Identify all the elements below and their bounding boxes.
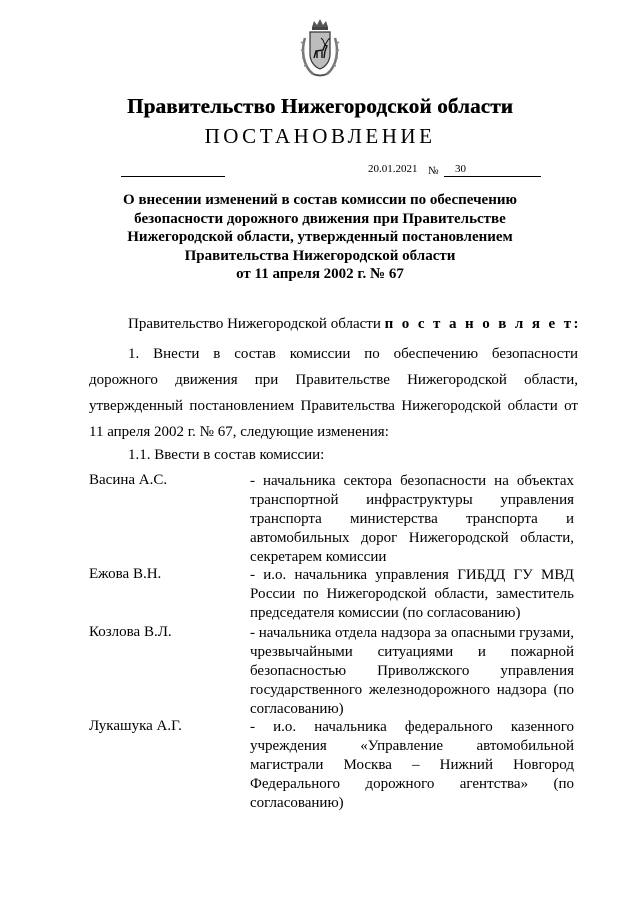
preamble xyxy=(128,316,581,333)
member-name: Козлова В.Л. xyxy=(89,624,172,640)
member-name: Лукашука А.Г. xyxy=(89,718,182,734)
organization-name: Правительство Нижегородской области xyxy=(127,94,513,118)
document-number: 30 xyxy=(455,163,466,175)
member-description: - начальника отдела надзора за опасными грузами, чрезвычайными ситуациями и пожарной безопасностью Приволжского управления государственного железнодорожного надзора (по согласованию) xyxy=(250,625,574,717)
paragraph-1: 1. Внести в состав комиссии по обеспечению безопасности дорожного движения при Правительстве Нижегородской области, утвержденный постановлением Правительства Нижегородской области от 11 апреля 2002 г. № 67, следующие изменения: xyxy=(89,346,578,440)
number-label: № xyxy=(428,165,439,177)
subparagraph-1-1: 1.1. Ввести в состав комиссии: xyxy=(128,447,325,463)
title-line: Нижегородской области, утвержденный постановлением xyxy=(127,229,513,245)
member-description: - начальника сектора безопасности на объектах транспортной инфраструктуры управления транспорта министерства транспорта и автомобильных дорог Нижегородской области, секретарем комиссии xyxy=(250,473,574,565)
title-line: Правительства Нижегородской области xyxy=(184,247,456,264)
member-name: Васина А.С. xyxy=(89,472,168,488)
date-underline-left xyxy=(121,176,225,177)
title-line: от 11 апреля 2002 г. № 67 xyxy=(236,266,404,282)
document-date: 20.01.2021 xyxy=(368,163,418,175)
member-name: Ежова В.Н. xyxy=(89,566,162,582)
coat-of-arms-icon xyxy=(299,18,341,78)
title-line: безопасности дорожного движения при Правительстве xyxy=(134,210,506,227)
document-title xyxy=(100,191,540,284)
member-description: - и.о. начальника федерального казенного учреждения «Управление автомобильной магистрали Москва – Нижний Новгород Федерального дорожного агентства» (по согласованию) xyxy=(250,719,574,811)
member-description: - и.о. начальника управления ГИБДД ГУ МВД России по Нижегородской области, заместитель председателя комиссии (по согласованию) xyxy=(250,567,574,621)
number-underline xyxy=(444,176,541,177)
preamble-emphasis: п о с т а н о в л я е т: xyxy=(384,316,581,332)
document-type: ПОСТАНОВЛЕНИЕ xyxy=(204,124,436,148)
title-line: О внесении изменений в состав комиссии по обеспечению xyxy=(123,192,517,208)
preamble-text: Правительство Нижегородской области xyxy=(128,316,385,332)
